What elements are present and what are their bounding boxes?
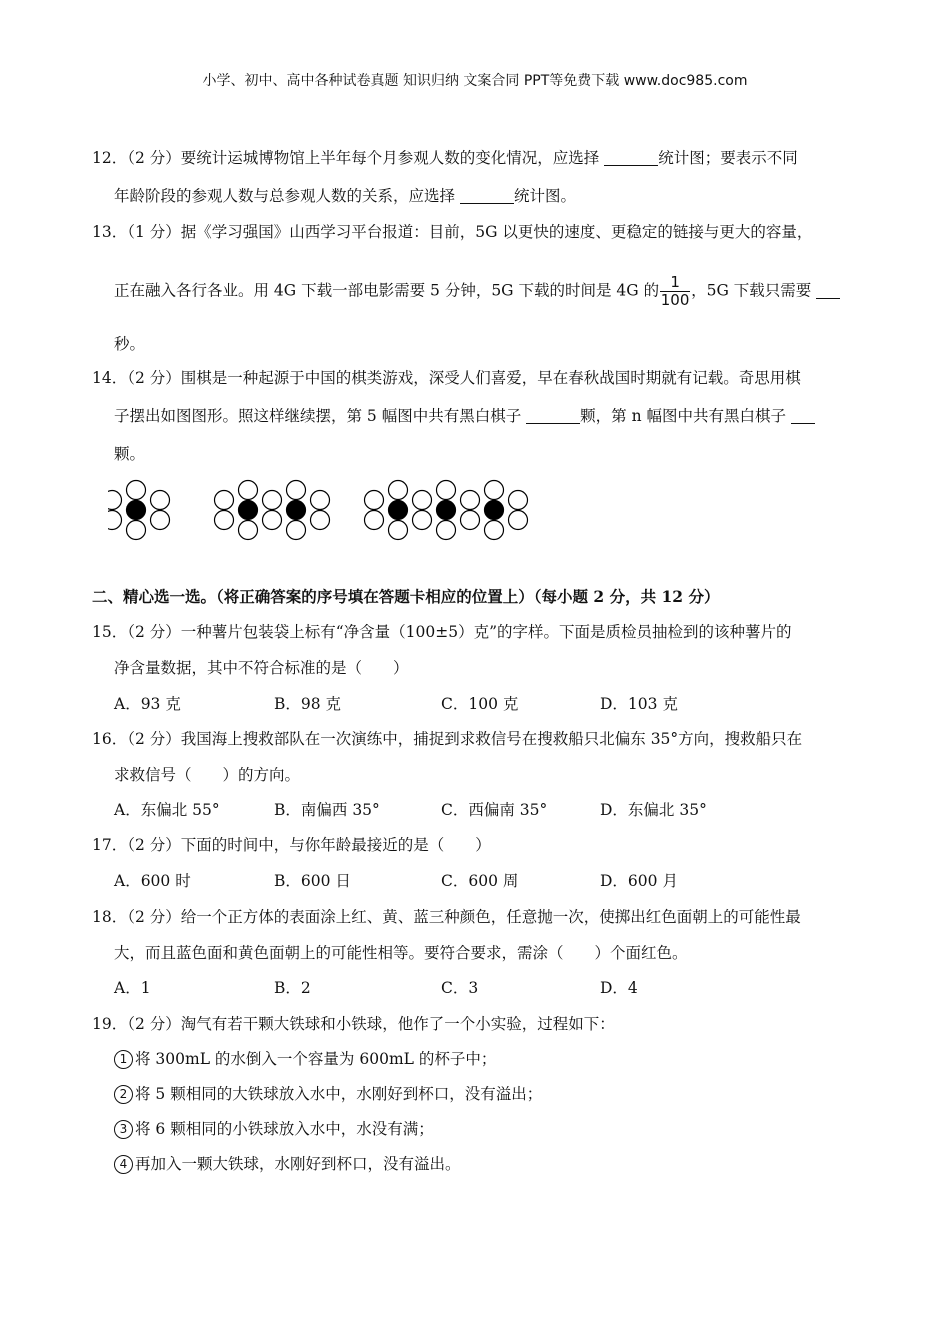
white-stone: [108, 491, 122, 510]
fraction: $\frac{1}{100}$: [660, 273, 690, 309]
white-stone: [485, 521, 504, 540]
q17-option-d[interactable]: D．600 月: [600, 872, 678, 890]
white-stone: [485, 481, 504, 500]
white-stone: [413, 491, 432, 510]
answer-blank[interactable]: [816, 282, 840, 299]
q19-step-4: 4 再加入一颗大铁球，水刚好到杯口，没有溢出。: [114, 1152, 461, 1174]
q19-step-1: 1 将 300mL 的水倒入一个容量为 600mL 的杯子中；: [114, 1047, 496, 1069]
white-stone: [108, 511, 122, 530]
q14-line1: 14．（2 分）围棋是一种起源于中国的棋类游戏，深受人们喜爱，早在春秋战国时期就有记载。奇思用棋: [92, 369, 801, 387]
black-stone: [287, 501, 306, 520]
q16-option-d[interactable]: D．东偏北 35°: [600, 801, 707, 819]
answer-blank[interactable]: [460, 188, 514, 205]
q18-option-c[interactable]: C．3: [441, 979, 479, 997]
q17-option-a[interactable]: A．600 时: [114, 872, 191, 890]
page-header: 小学、初中、高中各种试卷真题 知识归纳 文案合同 PPT等免费下载 www.doc985.com: [202, 73, 748, 89]
q14-line3: 颗。: [114, 445, 146, 463]
white-stone: [509, 511, 528, 530]
q16-option-c[interactable]: C．西偏南 35°: [441, 801, 548, 819]
white-stone: [365, 511, 384, 530]
black-stone: [389, 501, 408, 520]
white-stone: [509, 491, 528, 510]
q15-option-d[interactable]: D．103 克: [600, 695, 678, 713]
white-stone: [437, 481, 456, 500]
q16-option-a[interactable]: A．东偏北 55°: [114, 801, 220, 819]
white-stone: [263, 491, 282, 510]
white-stone: [311, 491, 330, 510]
q16-line2: 求救信号（ ）的方向。: [114, 766, 301, 784]
q18-option-b[interactable]: B．2: [274, 979, 311, 997]
q15-option-b[interactable]: B．98 克: [274, 695, 342, 713]
white-stone: [365, 491, 384, 510]
q19-line1: 19．（2 分）淘气有若干颗大铁球和小铁球，他作了一个小实验，过程如下：: [92, 1015, 615, 1033]
go-stones-figure: [108, 470, 538, 550]
q17-line1: 17．（2 分）下面的时间中，与你年龄最接近的是（ ）: [92, 836, 491, 854]
answer-blank[interactable]: [604, 150, 658, 167]
q19-step-3: 3 将 6 颗相同的小铁球放入水中，水没有满；: [114, 1117, 434, 1139]
q18-line1: 18．（2 分）给一个正方体的表面涂上红、黄、蓝三种颜色，任意抛一次，使掷出红色面朝上的可能性最: [92, 908, 801, 926]
black-stone: [437, 501, 456, 520]
section-2-heading: 二、精心选一选。（将正确答案的序号填在答题卡相应的位置上）（每小题 2 分，共 12 分）: [92, 587, 720, 606]
white-stone: [263, 511, 282, 530]
black-stone: [239, 501, 258, 520]
white-stone: [287, 481, 306, 500]
q13-line3: 秒。: [114, 335, 146, 353]
q15-line2: 净含量数据，其中不符合标准的是（ ）: [114, 659, 409, 677]
circled-number: 4: [114, 1155, 133, 1174]
q17-option-b[interactable]: B．600 日: [274, 872, 351, 890]
q13-line2: 正在融入各行各业。用 4G 下载一部电影需要 5 分钟，5G 下载的时间是 4G 的 $\frac{1}{100}$ ，5G 下载只需要: [114, 274, 840, 309]
black-stone: [127, 501, 146, 520]
circled-number: 1: [114, 1050, 133, 1069]
white-stone: [389, 481, 408, 500]
circled-number: 2: [114, 1085, 133, 1104]
white-stone: [239, 521, 258, 540]
white-stone: [215, 491, 234, 510]
q19-step-2: 2 将 5 颗相同的大铁球放入水中，水刚好到杯口，没有溢出；: [114, 1082, 542, 1104]
q15-line1: 15．（2 分）一种薯片包装袋上标有“净含量（100±5）克”的字样。下面是质检员抽检到的该种薯片的: [92, 623, 792, 641]
circled-number: 3: [114, 1120, 133, 1139]
q18-option-d[interactable]: D．4: [600, 979, 638, 997]
white-stone: [437, 521, 456, 540]
q14-line2: 子摆出如图图形。照这样继续摆，第 5 幅图中共有黑白棋子 颗，第 n 幅图中共有黑白棋子: [114, 404, 815, 426]
white-stone: [413, 511, 432, 530]
white-stone: [239, 481, 258, 500]
white-stone: [311, 511, 330, 530]
white-stone: [389, 521, 408, 540]
q15-option-a[interactable]: A．93 克: [114, 695, 181, 713]
q18-line2: 大，而且蓝色面和黄色面朝上的可能性相等。要符合要求，需涂（ ）个面红色。: [114, 944, 688, 962]
answer-blank[interactable]: [526, 408, 580, 425]
white-stone: [461, 491, 480, 510]
q18-option-a[interactable]: A．1: [114, 979, 151, 997]
white-stone: [151, 511, 170, 530]
black-stone: [485, 501, 504, 520]
answer-blank[interactable]: [791, 408, 815, 425]
q16-line1: 16．（2 分）我国海上搜救部队在一次演练中，捕捉到求救信号在搜救船只北偏东 35°方向，搜救船只在: [92, 730, 803, 748]
q16-option-b[interactable]: B．南偏西 35°: [274, 801, 380, 819]
white-stone: [151, 491, 170, 510]
q12-line2: 年龄阶段的参观人数与总参观人数的关系，应选择 统计图。: [114, 187, 576, 205]
q17-option-c[interactable]: C．600 周: [441, 872, 519, 890]
white-stone: [127, 521, 146, 540]
white-stone: [287, 521, 306, 540]
q15-option-c[interactable]: C．100 克: [441, 695, 519, 713]
white-stone: [461, 511, 480, 530]
white-stone: [215, 511, 234, 530]
q12-line1: 12．（2 分）要统计运城博物馆上半年每个月参观人数的变化情况，应选择 统计图；要表示不同: [92, 149, 798, 167]
q13-line1: 13．（1 分）据《学习强国》山西学习平台报道：目前，5G 以更快的速度、更稳定的链接与更大的容量，: [92, 223, 813, 241]
white-stone: [127, 481, 146, 500]
